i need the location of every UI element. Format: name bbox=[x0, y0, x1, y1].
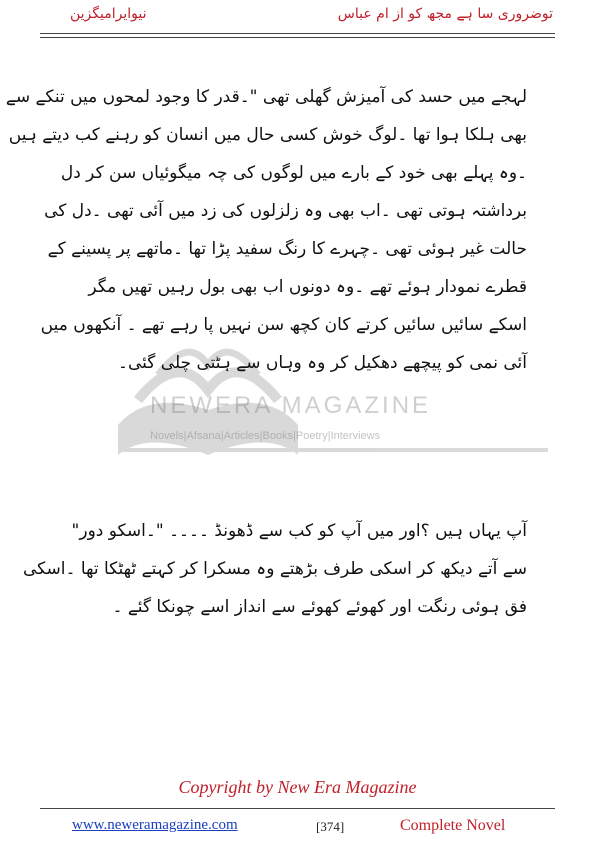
text-line: برداشتہ ہوتی تھی ۔اب بھی وہ زلزلوں کی زد میں آئی تھی ۔دل کی bbox=[44, 201, 527, 221]
watermark-title: NEWERA MAGAZINE bbox=[150, 392, 432, 419]
text-line: قطرے نمودار ہوئے تھے ۔وہ دونوں اب بھی بول رہیں تھیں مگر bbox=[88, 277, 527, 297]
paragraph-2 bbox=[22, 512, 527, 626]
header-rule bbox=[40, 33, 555, 34]
watermark-subtitle: Novels|Afsana|Articles|Books|Poetry|Interviews bbox=[150, 430, 381, 442]
website-link[interactable]: www.neweramagazine.com bbox=[72, 817, 238, 833]
text-line: ۔وہ پہلے بھی خود کے بارے میں لوگوں کی چہ میگوئیاں سن کر دل bbox=[60, 163, 527, 183]
text-line: آئی نمی کو پیچھے دھکیل کر وہ وہاں سے ہٹتی چلی گئی۔ bbox=[118, 353, 527, 373]
text-line: حالت غیر ہوئی تھی ۔چہرے کا رنگ سفید پڑا تھا ۔ماتھے پر پسینے کے bbox=[47, 239, 527, 259]
text-line: بھی ہلکا ہوا تھا ۔لوگ خوش کسی حال میں انسان کو رہنے کب دیتے ہیں bbox=[8, 125, 527, 145]
page-number: [374] bbox=[316, 819, 345, 834]
magazine-name-header: نیوایرامیگزین bbox=[70, 6, 147, 22]
text-line: اسکے سائیں سائیں کرتے کان کچھ سن نہیں پا رہے تھے ۔ آنکھوں میں bbox=[40, 315, 527, 335]
complete-novel-label: Complete Novel bbox=[400, 817, 506, 834]
text-line: لہجے میں حسد کی آمیزش گھلی تھی "۔قدر کا وجود لمحوں میں تنکے سے bbox=[5, 87, 527, 107]
footer-rule bbox=[40, 808, 555, 809]
text-line: فق ہوئی رنگت اور کھوئے کھوئے سے انداز اسے چونکا گئے ۔ bbox=[112, 597, 527, 617]
text-line: سے آتے دیکھ کر اسکی طرف بڑھتے وہ مسکرا کر کہتے ٹھٹکا تھا ۔اسکی bbox=[22, 559, 527, 579]
novel-title-header: توضروری سا ہے مجھ کو از ام عباس bbox=[337, 6, 553, 22]
header-rule-second bbox=[40, 37, 555, 38]
copyright-notice: Copyright by New Era Magazine bbox=[178, 777, 417, 797]
paragraph-1 bbox=[5, 78, 527, 382]
text-line: آپ یہاں ہیں ؟اور میں آپ کو کب سے ڈھونڈ ۔۔۔۔ "۔اسکو دور" bbox=[71, 521, 527, 541]
